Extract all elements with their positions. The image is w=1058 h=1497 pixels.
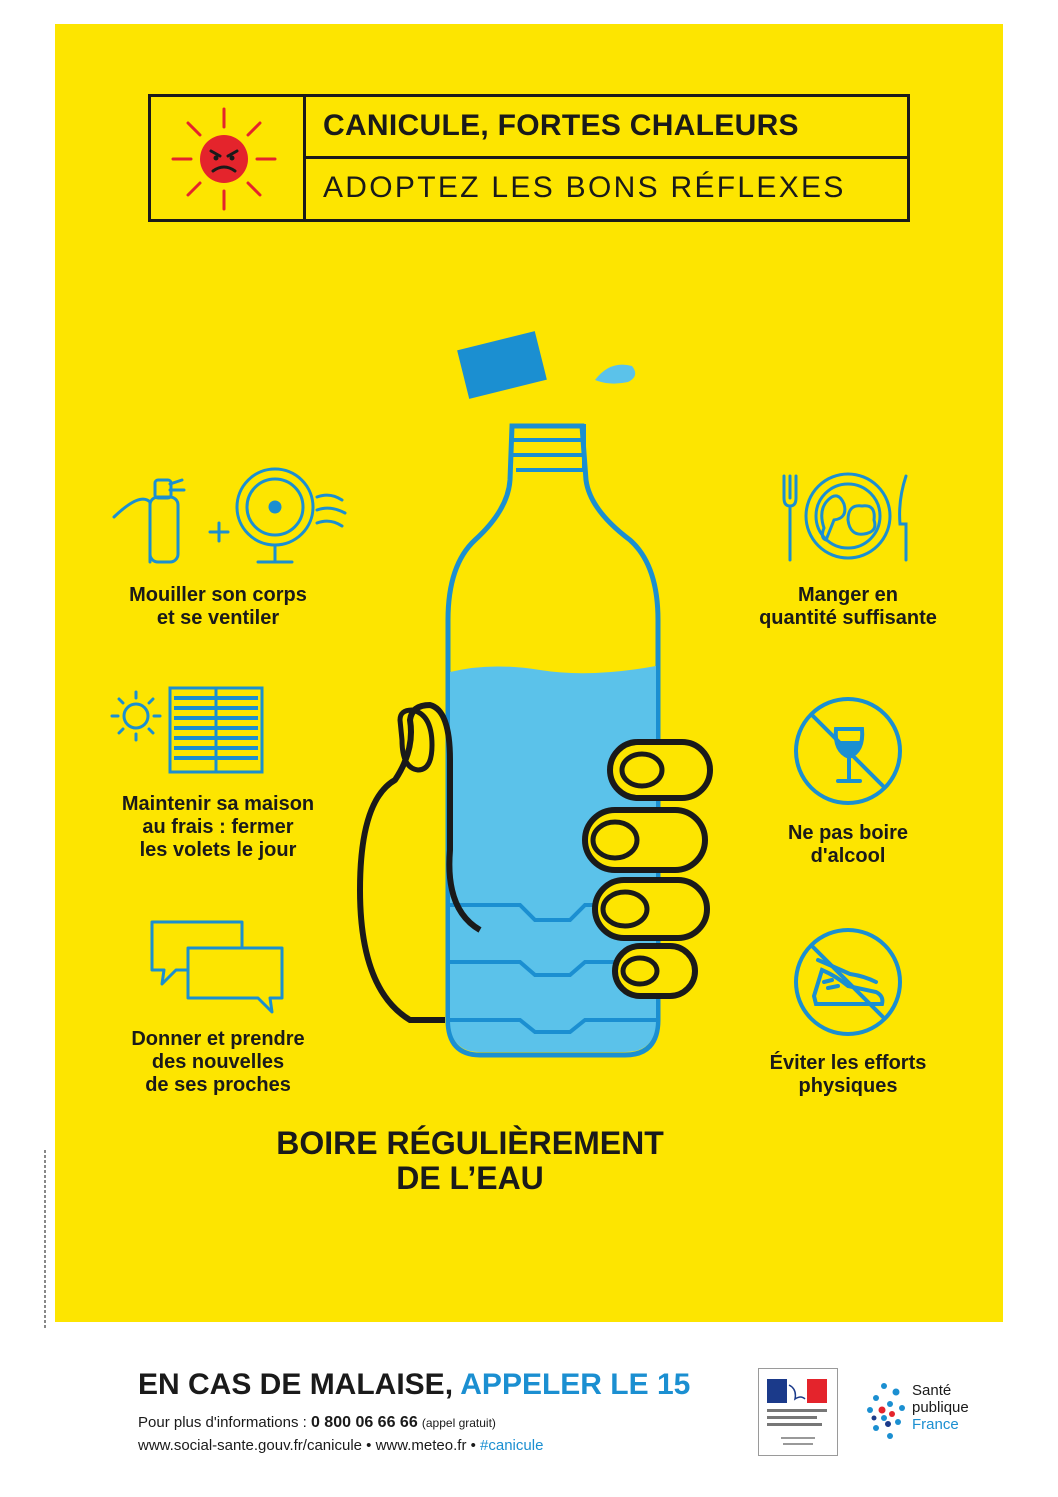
header-title: CANICULE, FORTES CHALEURS — [323, 109, 799, 142]
header-divider-horizontal — [303, 156, 907, 159]
hashtag-link[interactable]: #canicule — [480, 1437, 544, 1454]
speech-bubbles-icon — [148, 918, 288, 1014]
spray-and-fan-icon — [110, 462, 360, 572]
tip-caption-no-effort: Éviter les efforts physiques — [769, 1052, 927, 1097]
bottle-cap — [457, 331, 547, 399]
no-sport-shoe-icon — [792, 926, 904, 1038]
header-banner — [148, 94, 910, 222]
sante-publique-wordmark: Santé publique France — [912, 1382, 969, 1433]
emergency-alert: EN CAS DE MALAISE, APPELER LE 15 — [138, 1368, 691, 1401]
header-subtitle: ADOPTEZ LES BONS RÉFLEXES — [323, 171, 846, 204]
sun-and-shutter-icon — [108, 684, 268, 776]
angry-sun-icon — [165, 103, 283, 215]
print-credits-mark — [38, 1150, 52, 1330]
tip-caption-wet-body: Mouiller son corps et se ventiler — [129, 584, 307, 629]
tip-caption-cool-house: Maintenir sa maison au frais : fermer les volets le jour — [121, 793, 315, 861]
links-line — [138, 1437, 543, 1454]
no-alcohol-icon — [792, 695, 904, 807]
water-drop — [595, 365, 635, 384]
ministry-logo — [758, 1368, 838, 1456]
tip-caption-news: Donner et prendre des nouvelles de ses proches — [131, 1028, 305, 1096]
info-phone: 0 800 06 66 66 — [310, 1414, 418, 1431]
tip-caption-eat: Manger en quantité suffisante — [759, 584, 937, 629]
tip-caption-no-alcohol: Ne pas boire d'alcool — [787, 822, 909, 867]
plate-and-cutlery-icon — [778, 470, 918, 562]
main-message: BOIRE RÉGULIÈREMENT DE L’EAU — [276, 1125, 664, 1196]
links-urls[interactable]: www.social-sante.gouv.fr/canicule • www.meteo.fr • — [138, 1437, 481, 1454]
water-bottle-illustration — [340, 330, 720, 1090]
info-line: Pour plus d'informations : 0 800 06 66 66 (appel gratuit) — [138, 1414, 496, 1431]
emergency-number: APPELER LE 15 — [460, 1368, 691, 1401]
